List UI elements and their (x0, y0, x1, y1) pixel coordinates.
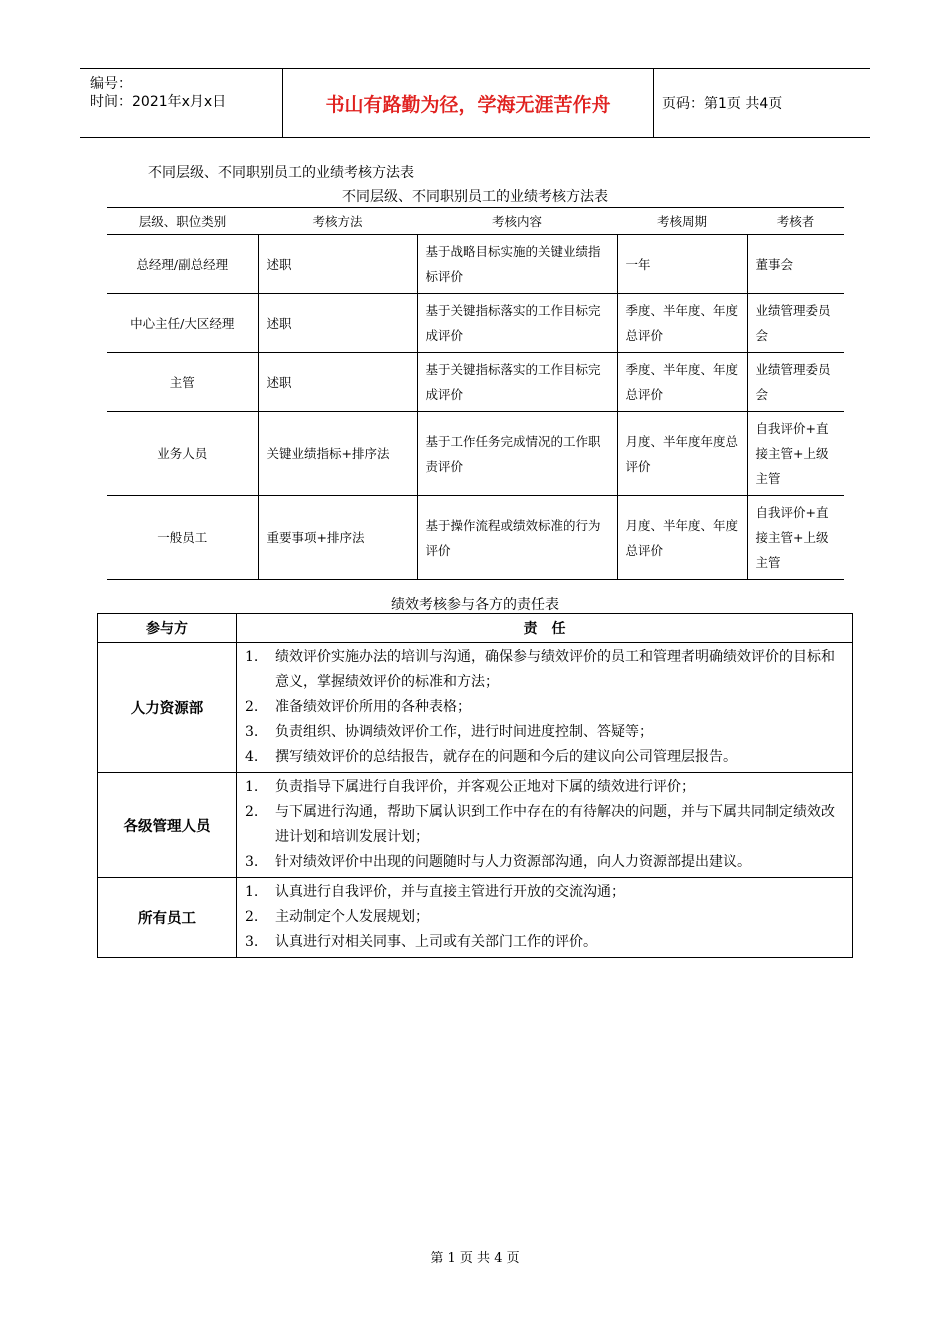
header-meta (80, 69, 283, 137)
column-header: 考核内容 (417, 208, 617, 235)
table-cell: 季度、半年度、年度总评价 (617, 294, 747, 353)
item-text: 针对绩效评价中出现的问题随时与人力资源部沟通，向人力资源部提出建议。 (275, 854, 751, 870)
table-cell: 述职 (258, 235, 417, 294)
appraisal-method-table (107, 207, 844, 580)
table-cell: 业绩管理委员会 (747, 294, 844, 353)
item-number: 2. (245, 804, 259, 820)
item-text: 准备绩效评价所用的各种表格； (275, 699, 471, 715)
list-item (245, 720, 844, 745)
list-item (245, 800, 844, 850)
list-item (245, 775, 844, 800)
item-number: 1. (245, 779, 259, 795)
responsibility-cell (237, 643, 853, 773)
list-item (245, 745, 844, 770)
section-caption: 不同层级、不同职别员工的业绩考核方法表 (148, 165, 414, 181)
item-number: 3. (245, 934, 259, 950)
table-cell: 自我评价+直接主管+上级主管 (747, 412, 844, 496)
item-text: 与下属进行沟通，帮助下属认识到工作中存在的有待解决的问题，并与下属共同制定绩效改进计划和培训发展计划； (275, 804, 835, 845)
list-item (245, 930, 844, 955)
table-cell: 月度、半年度年度总评价 (617, 412, 747, 496)
item-number: 1. (245, 649, 259, 665)
item-number: 3. (245, 854, 259, 870)
table-row (107, 294, 844, 353)
table-cell: 关键业绩指标+排序法 (258, 412, 417, 496)
table-cell: 基于关键指标落实的工作目标完成评价 (417, 294, 617, 353)
table-cell: 述职 (258, 294, 417, 353)
table-row (98, 878, 853, 958)
table-cell: 业务人员 (107, 412, 258, 496)
table-row (107, 496, 844, 580)
table-cell: 业绩管理委员会 (747, 353, 844, 412)
table-cell: 一般员工 (107, 496, 258, 580)
list-item (245, 880, 844, 905)
column-header: 考核周期 (617, 208, 747, 235)
table-row (107, 412, 844, 496)
item-text: 撰写绩效评价的总结报告，就存在的问题和今后的建议向公司管理层报告。 (275, 749, 737, 765)
table-cell: 基于关键指标落实的工作目标完成评价 (417, 353, 617, 412)
item-number: 2. (245, 699, 259, 715)
table-cell: 重要事项+排序法 (258, 496, 417, 580)
header-page-info: 页码：第1页 共4页 (662, 96, 783, 112)
column-header: 参与方 (98, 614, 237, 643)
item-text: 认真进行自我评价，并与直接主管进行开放的交流沟通； (275, 884, 625, 900)
table-cell: 中心主任/大区经理 (107, 294, 258, 353)
list-item (245, 695, 844, 720)
table-cell: 一年 (617, 235, 747, 294)
item-number: 4. (245, 749, 259, 765)
party-cell: 所有员工 (98, 878, 237, 958)
table-cell: 基于战略目标实施的关键业绩指标评价 (417, 235, 617, 294)
table-cell: 述职 (258, 353, 417, 412)
list-item (245, 850, 844, 875)
item-text: 主动制定个人发展规划； (275, 909, 429, 925)
item-number: 1. (245, 884, 259, 900)
doc-time-label: 时间：2021年x月x日 (90, 94, 227, 110)
table-row (98, 773, 853, 878)
column-header: 层级、职位类别 (107, 208, 258, 235)
table-cell: 基于操作流程或绩效标准的行为评价 (417, 496, 617, 580)
item-text: 绩效评价实施办法的培训与沟通，确保参与绩效评价的员工和管理者明确绩效评价的目标和意义，掌握绩效评价的标准和方法； (275, 649, 835, 690)
list-item (245, 905, 844, 930)
table-cell: 月度、半年度、年度总评价 (617, 496, 747, 580)
table-row (98, 643, 853, 773)
table-row (107, 353, 844, 412)
item-number: 3. (245, 724, 259, 740)
item-number: 2. (245, 909, 259, 925)
table-row (107, 235, 844, 294)
table-header-row (107, 208, 844, 235)
column-header: 考核方法 (258, 208, 417, 235)
table-cell: 董事会 (747, 235, 844, 294)
doc-number-label: 编号： (90, 76, 132, 92)
responsibility-cell (237, 878, 853, 958)
item-text: 负责组织、协调绩效评价工作，进行时间进度控制、答疑等； (275, 724, 653, 740)
responsibility-cell (237, 773, 853, 878)
page-footer: 第 1 页 共 4 页 (430, 1251, 520, 1266)
responsibility-table (97, 613, 853, 958)
column-header: 考核者 (747, 208, 844, 235)
table2-title: 绩效考核参与各方的责任表 (391, 597, 559, 613)
column-header: 责 任 (237, 614, 853, 643)
party-cell: 人力资源部 (98, 643, 237, 773)
list-item (245, 645, 844, 695)
table-cell: 季度、半年度、年度总评价 (617, 353, 747, 412)
table-cell: 基于工作任务完成情况的工作职责评价 (417, 412, 617, 496)
table-cell: 自我评价+直接主管+上级主管 (747, 496, 844, 580)
item-text: 负责指导下属进行自我评价，并客观公正地对下属的绩效进行评价； (275, 779, 695, 795)
party-cell: 各级管理人员 (98, 773, 237, 878)
item-text: 认真进行对相关同事、上司或有关部门工作的评价。 (275, 934, 597, 950)
table-cell: 主管 (107, 353, 258, 412)
page-header (80, 68, 870, 138)
table-header-row (98, 614, 853, 643)
table-cell: 总经理/副总经理 (107, 235, 258, 294)
header-motto: 书山有路勤为径，学海无涯苦作舟 (283, 69, 654, 137)
table1-title: 不同层级、不同职别员工的业绩考核方法表 (342, 189, 608, 205)
